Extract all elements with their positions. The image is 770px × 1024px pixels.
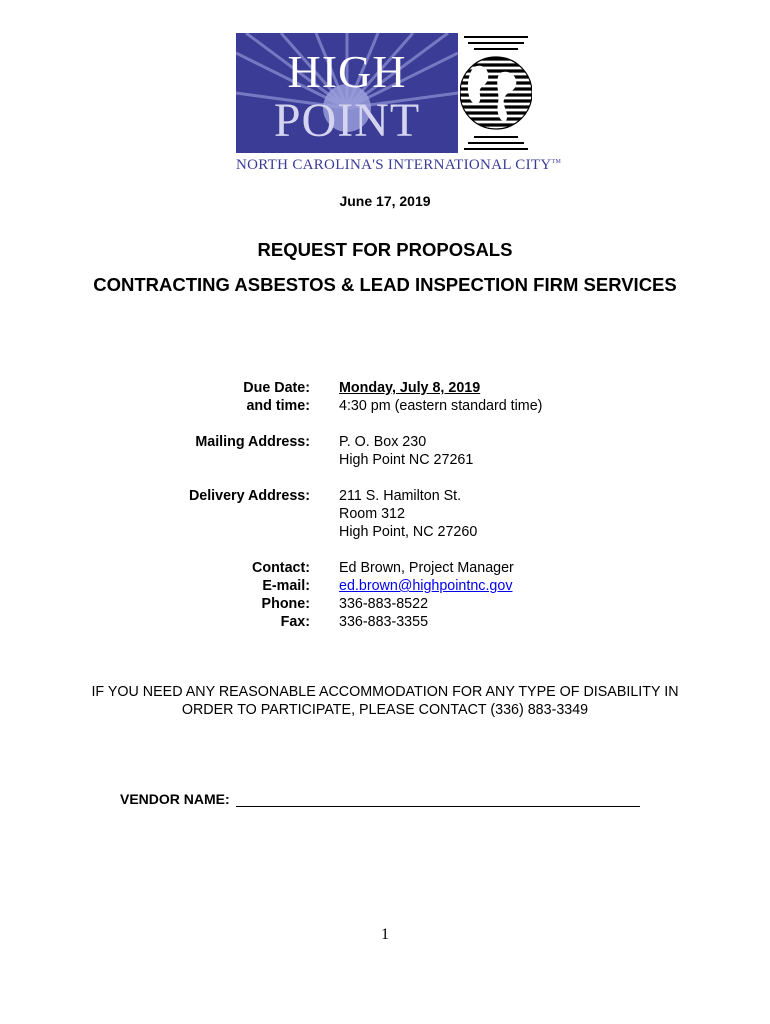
page-number: 1 <box>381 926 389 943</box>
contact-values <box>339 559 514 631</box>
mailing-address-label: Mailing Address: <box>195 434 310 450</box>
delivery-address-line1: 211 S. Hamilton St. <box>339 488 462 504</box>
contact-phone: 336-883-8522 <box>339 596 429 612</box>
due-date-value <box>339 379 542 415</box>
contact-labels <box>0 559 310 631</box>
contact-name: Ed Brown, Project Manager <box>339 560 514 576</box>
accommodation-notice <box>0 683 770 719</box>
document-subtitle: CONTRACTING ASBESTOS & LEAD INSPECTION FIRM SERVICES <box>93 274 677 295</box>
high-point-logo <box>236 33 562 178</box>
globe-icon <box>460 33 532 153</box>
due-time-text: 4:30 pm (eastern standard time) <box>339 398 543 414</box>
trademark-mark: TM <box>551 159 562 165</box>
due-date-label-line1: Due Date: <box>243 380 310 396</box>
vendor-name-label: VENDOR NAME: <box>120 791 230 807</box>
contact-row <box>0 559 770 631</box>
delivery-address-line2: Room 312 <box>339 506 405 522</box>
logo-tagline <box>236 157 562 174</box>
mailing-address-line1: P. O. Box 230 <box>339 434 427 450</box>
vendor-name-field <box>120 791 640 807</box>
mailing-address-line2: High Point NC 27261 <box>339 452 474 468</box>
fax-label: Fax: <box>280 614 310 630</box>
accommodation-line1: IF YOU NEED ANY REASONABLE ACCOMMODATION FOR ANY TYPE OF DISABILITY IN <box>91 684 679 700</box>
logo-word-point: POINT <box>273 94 421 147</box>
accommodation-line2: ORDER TO PARTICIPATE, PLEASE CONTACT (336) 883-3349 <box>181 702 589 718</box>
logo-tagline-text: NORTH CAROLINA'S INTERNATIONAL CITY <box>236 157 552 173</box>
phone-label: Phone: <box>261 596 310 612</box>
contact-email-link[interactable]: ed.brown@highpointnc.gov <box>339 578 513 594</box>
contact-label: Contact: <box>252 560 310 576</box>
delivery-address-line3: High Point, NC 27260 <box>339 524 478 540</box>
due-date-row <box>0 379 770 415</box>
due-date-label <box>0 379 310 415</box>
delivery-address-row <box>0 487 770 541</box>
mailing-address-row <box>0 433 770 469</box>
mailing-address-value <box>339 433 473 469</box>
delivery-address-label: Delivery Address: <box>188 488 310 504</box>
document-title: REQUEST FOR PROPOSALS <box>257 239 513 260</box>
proposal-details <box>0 379 770 649</box>
due-date-text: Monday, July 8, 2019 <box>339 380 481 396</box>
logo-emblem <box>236 33 458 153</box>
logo-word-high: HIGH <box>287 46 407 97</box>
email-label: E-mail: <box>262 578 310 594</box>
vendor-name-blank[interactable] <box>236 792 640 807</box>
due-time-label-line2: and time: <box>246 398 310 414</box>
document-date: June 17, 2019 <box>339 193 431 209</box>
contact-fax: 336-883-3355 <box>339 614 429 630</box>
delivery-address-value <box>339 487 477 541</box>
